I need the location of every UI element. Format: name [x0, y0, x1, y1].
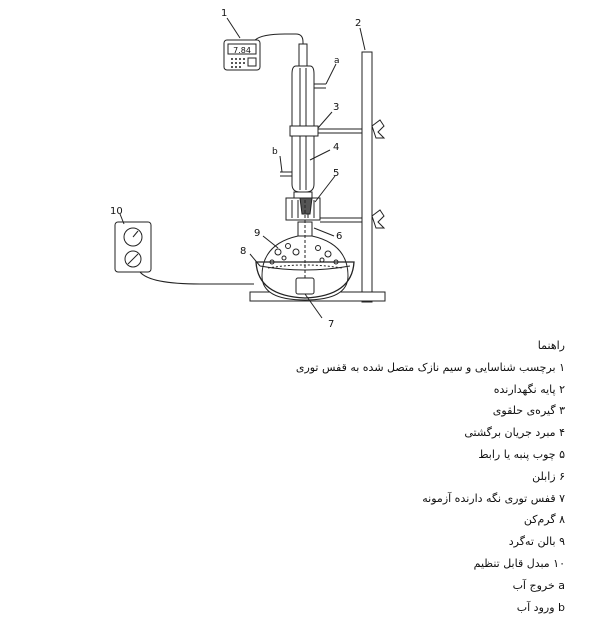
legend-item: ۲ پایه نگهدارنده	[493, 382, 565, 396]
callout-6: 6	[336, 231, 343, 242]
callout-8: 8	[240, 246, 247, 257]
adjustable-transformer	[115, 222, 151, 272]
callout-b: b	[272, 147, 278, 157]
meter-display: 7.84	[233, 46, 251, 55]
support-stand	[362, 52, 372, 302]
reflux-condenser	[280, 44, 326, 200]
legend-title: راهنما	[537, 339, 565, 352]
ring-clamp-lower	[320, 210, 384, 228]
legend-item: ۹ بالن ته‌گرد	[508, 535, 565, 549]
callout-1: 1	[221, 8, 228, 19]
callout-4: 4	[333, 142, 340, 153]
legend-item: ۴ مبرد جریان برگشتی	[464, 426, 565, 440]
callout-10: 10	[110, 206, 123, 217]
callout-7: 7	[328, 319, 335, 330]
callout-9: 9	[254, 228, 261, 239]
legend	[145, 335, 565, 618]
callout-5: 5	[333, 168, 340, 179]
id-meter	[224, 40, 260, 70]
transformer-cable	[140, 272, 254, 284]
legend-item: a خروج آب	[512, 578, 565, 592]
legend-item: ۱ برچسب شناسایی و سیم نازک متصل شده به قفس توری	[295, 360, 565, 374]
legend-item: ۱۰ مبدل قابل تنظیم	[473, 556, 565, 570]
legend-item: ۷ قفس توری نگه دارنده آزمونه	[422, 491, 565, 505]
meter-cable	[255, 34, 303, 52]
callout-3: 3	[333, 102, 340, 113]
legend-item: ۶ زابلن	[532, 469, 565, 483]
callout-2: 2	[355, 18, 362, 29]
legend-item: b ورود آب	[516, 600, 565, 614]
legend-item: ۳ گیره‌ی حلقوی	[492, 404, 565, 418]
cork-adapter	[286, 198, 320, 220]
legend-item: ۸ گرم‌کن	[523, 513, 565, 527]
callout-a: a	[334, 56, 340, 66]
legend-item: ۵ چوب پنبه یا رابط	[478, 447, 565, 461]
